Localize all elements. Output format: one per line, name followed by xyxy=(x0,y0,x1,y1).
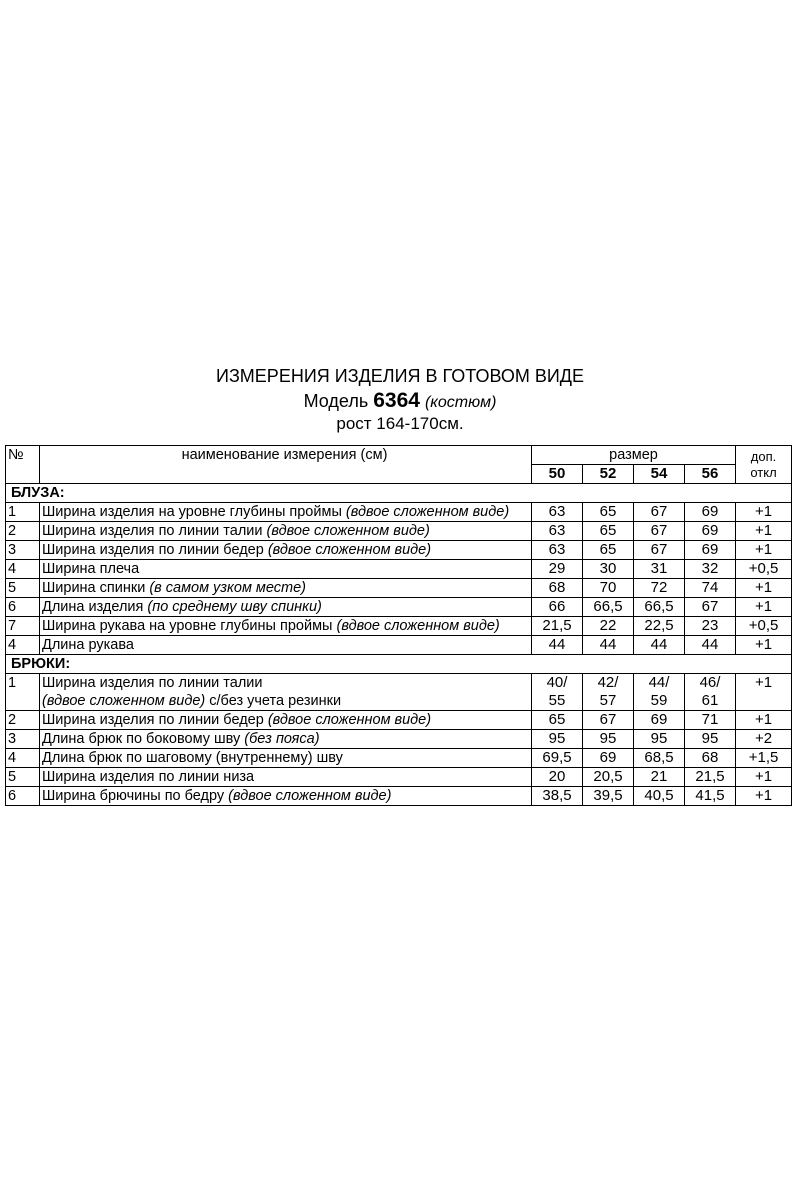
size-value: 63 xyxy=(532,541,583,560)
size-value: 70 xyxy=(583,579,634,598)
measurement-name-text: Ширина спинки xyxy=(42,580,146,596)
column-header-tolerance xyxy=(736,446,792,484)
tolerance-value: +1 xyxy=(736,787,792,806)
tolerance-value: +1 xyxy=(736,768,792,787)
tolerance-label-1: доп. xyxy=(750,448,777,464)
tolerance-value: +1 xyxy=(736,711,792,730)
size-value: 95 xyxy=(532,730,583,749)
height-range: рост 164-170см. xyxy=(336,414,464,433)
model-note: (костюм) xyxy=(424,394,497,411)
measurement-note: (вдвое сложенном виде) xyxy=(228,788,392,804)
size-value xyxy=(532,674,583,711)
measurement-name xyxy=(40,579,532,598)
row-number: 3 xyxy=(6,730,40,749)
size-value: 71 xyxy=(685,711,736,730)
measurement-name-text: Ширина плеча xyxy=(42,561,140,577)
row-number: 6 xyxy=(6,598,40,617)
model-line xyxy=(0,389,800,413)
size-value: 23 xyxy=(685,617,736,636)
size-value: 41,5 xyxy=(685,787,736,806)
measurement-table xyxy=(5,445,792,806)
tolerance-value: +1 xyxy=(736,579,792,598)
row-number: 1 xyxy=(6,503,40,522)
measurement-name-text: Длина рукава xyxy=(42,637,134,653)
table-row xyxy=(6,768,792,787)
size-value: 21,5 xyxy=(685,768,736,787)
model-label: Модель xyxy=(303,391,369,411)
model-number: 6364 xyxy=(373,389,420,412)
section-title: БРЮКИ: xyxy=(6,655,792,674)
measurement-name xyxy=(40,522,532,541)
row-number: 6 xyxy=(6,787,40,806)
measurement-name xyxy=(40,749,532,768)
size-value: 65 xyxy=(583,503,634,522)
table-row xyxy=(6,522,792,541)
size-value: 32 xyxy=(685,560,736,579)
measurement-name-text: Длина брюк по шаговому (внутреннему) шву xyxy=(42,750,343,766)
table-row xyxy=(6,541,792,560)
size-value: 67 xyxy=(634,541,685,560)
tolerance-value: +1 xyxy=(736,522,792,541)
column-header-name: наименование измерения (см) xyxy=(40,446,532,484)
size-value-line2: 57 xyxy=(599,692,617,709)
measurement-name-text: Ширина рукава на уровне глубины проймы xyxy=(42,618,333,634)
size-value: 69,5 xyxy=(532,749,583,768)
table-header-row xyxy=(6,446,792,465)
tolerance-label-2: откл xyxy=(750,464,777,480)
size-52-header: 52 xyxy=(583,465,634,484)
size-50-header: 50 xyxy=(532,465,583,484)
measurement-note: (в самом узком месте) xyxy=(149,580,306,596)
size-value: 44 xyxy=(532,636,583,655)
measurement-note: (вдвое сложенном виде) xyxy=(267,712,432,728)
tolerance-value: +2 xyxy=(736,730,792,749)
size-value-line2: 55 xyxy=(548,692,566,709)
size-value: 69 xyxy=(685,522,736,541)
size-value: 63 xyxy=(532,503,583,522)
size-value: 68 xyxy=(532,579,583,598)
size-value: 20,5 xyxy=(583,768,634,787)
row-number: 5 xyxy=(6,768,40,787)
document-title: ИЗМЕРЕНИЯ ИЗДЕЛИЯ В ГОТОВОМ ВИДЕ xyxy=(216,366,584,386)
size-value: 68 xyxy=(685,749,736,768)
size-value: 69 xyxy=(685,541,736,560)
measurement-name-line2: с/без учета резинки xyxy=(205,693,342,709)
column-header-size: размер xyxy=(532,446,736,465)
size-value: 22 xyxy=(583,617,634,636)
measurement-name-text: Ширина брючины по бедру xyxy=(42,788,225,804)
table-row xyxy=(6,598,792,617)
size-value: 67 xyxy=(634,503,685,522)
measurement-name-text: Ширина изделия по линии талии xyxy=(42,523,263,539)
size-value-line1: 46/ xyxy=(699,674,721,691)
measurement-name xyxy=(40,598,532,617)
row-number: 1 xyxy=(6,674,40,711)
measurement-name-text: Ширина изделия по линии бедер xyxy=(42,542,264,558)
table-row xyxy=(6,617,792,636)
measurement-name xyxy=(40,560,532,579)
size-value: 31 xyxy=(634,560,685,579)
measurement-name xyxy=(40,617,532,636)
size-value: 44 xyxy=(583,636,634,655)
measurement-note: (вдвое сложенном виде) xyxy=(336,618,500,634)
measurement-name xyxy=(40,768,532,787)
size-value: 67 xyxy=(583,711,634,730)
measurement-name-text: Ширина изделия по линии низа xyxy=(42,769,255,785)
measurement-note: (вдвое сложенном виде) xyxy=(267,542,432,558)
size-value: 38,5 xyxy=(532,787,583,806)
size-value: 72 xyxy=(634,579,685,598)
row-number: 7 xyxy=(6,617,40,636)
size-value-line1: 44/ xyxy=(648,674,670,691)
size-value xyxy=(583,674,634,711)
size-value: 65 xyxy=(583,541,634,560)
size-value: 40,5 xyxy=(634,787,685,806)
size-54-header: 54 xyxy=(634,465,685,484)
measurement-name-line1: Ширина изделия по линии талии xyxy=(42,675,263,691)
size-value xyxy=(634,674,685,711)
size-value: 20 xyxy=(532,768,583,787)
row-number: 4 xyxy=(6,636,40,655)
size-value: 95 xyxy=(634,730,685,749)
column-header-number: № xyxy=(6,446,40,484)
tolerance-value: +1 xyxy=(736,674,792,711)
table-row xyxy=(6,674,792,711)
measurement-name xyxy=(40,503,532,522)
table-row xyxy=(6,579,792,598)
measurement-name xyxy=(40,541,532,560)
size-value: 95 xyxy=(685,730,736,749)
size-value: 39,5 xyxy=(583,787,634,806)
measurement-note: (по среднему шву спинки) xyxy=(147,599,322,615)
measurement-name xyxy=(40,730,532,749)
size-value: 21,5 xyxy=(532,617,583,636)
size-value: 95 xyxy=(583,730,634,749)
tolerance-value: +1 xyxy=(736,541,792,560)
section-row xyxy=(6,484,792,503)
row-number: 2 xyxy=(6,522,40,541)
table-row xyxy=(6,730,792,749)
measurement-note: (вдвое сложенном виде) xyxy=(42,693,206,709)
size-value xyxy=(685,674,736,711)
table-row xyxy=(6,560,792,579)
measurement-note: (вдвое сложенном виде) xyxy=(345,504,510,520)
size-value-line1: 40/ xyxy=(546,674,568,691)
size-value: 74 xyxy=(685,579,736,598)
size-value-line2: 59 xyxy=(650,692,668,709)
size-value: 66,5 xyxy=(634,598,685,617)
row-number: 4 xyxy=(6,560,40,579)
size-value-line1: 42/ xyxy=(597,674,619,691)
tolerance-value: +0,5 xyxy=(736,560,792,579)
size-value: 65 xyxy=(583,522,634,541)
size-value: 21 xyxy=(634,768,685,787)
size-value: 69 xyxy=(634,711,685,730)
table-row xyxy=(6,636,792,655)
table-row xyxy=(6,711,792,730)
tolerance-value: +0,5 xyxy=(736,617,792,636)
table-row xyxy=(6,749,792,768)
size-56-header: 56 xyxy=(685,465,736,484)
measurement-name xyxy=(40,711,532,730)
table-row xyxy=(6,503,792,522)
table-row xyxy=(6,787,792,806)
size-value: 66 xyxy=(532,598,583,617)
row-number: 5 xyxy=(6,579,40,598)
measurement-note: (без пояса) xyxy=(244,731,320,747)
measurement-name xyxy=(40,674,532,711)
size-value-line2: 61 xyxy=(701,692,719,709)
size-value: 69 xyxy=(583,749,634,768)
tolerance-value: +1 xyxy=(736,503,792,522)
row-number: 2 xyxy=(6,711,40,730)
size-value: 30 xyxy=(583,560,634,579)
size-value: 68,5 xyxy=(634,749,685,768)
measurement-name xyxy=(40,787,532,806)
tolerance-value: +1,5 xyxy=(736,749,792,768)
measurement-name-text: Длина брюк по боковому шву xyxy=(42,731,241,747)
size-value: 65 xyxy=(532,711,583,730)
row-number: 3 xyxy=(6,541,40,560)
size-value: 67 xyxy=(634,522,685,541)
section-row xyxy=(6,655,792,674)
size-value: 66,5 xyxy=(583,598,634,617)
measurement-name xyxy=(40,636,532,655)
measurement-name-text: Ширина изделия по линии бедер xyxy=(42,712,264,728)
size-value: 22,5 xyxy=(634,617,685,636)
row-number: 4 xyxy=(6,749,40,768)
size-value: 69 xyxy=(685,503,736,522)
size-value: 29 xyxy=(532,560,583,579)
size-value: 67 xyxy=(685,598,736,617)
measurement-name-text: Ширина изделия на уровне глубины проймы xyxy=(42,504,342,520)
size-value: 44 xyxy=(685,636,736,655)
tolerance-value: +1 xyxy=(736,636,792,655)
tolerance-value: +1 xyxy=(736,598,792,617)
measurement-name-text: Длина изделия xyxy=(42,599,144,615)
size-value: 44 xyxy=(634,636,685,655)
size-value: 63 xyxy=(532,522,583,541)
section-title: БЛУЗА: xyxy=(6,484,792,503)
measurement-note: (вдвое сложенном виде) xyxy=(266,523,430,539)
